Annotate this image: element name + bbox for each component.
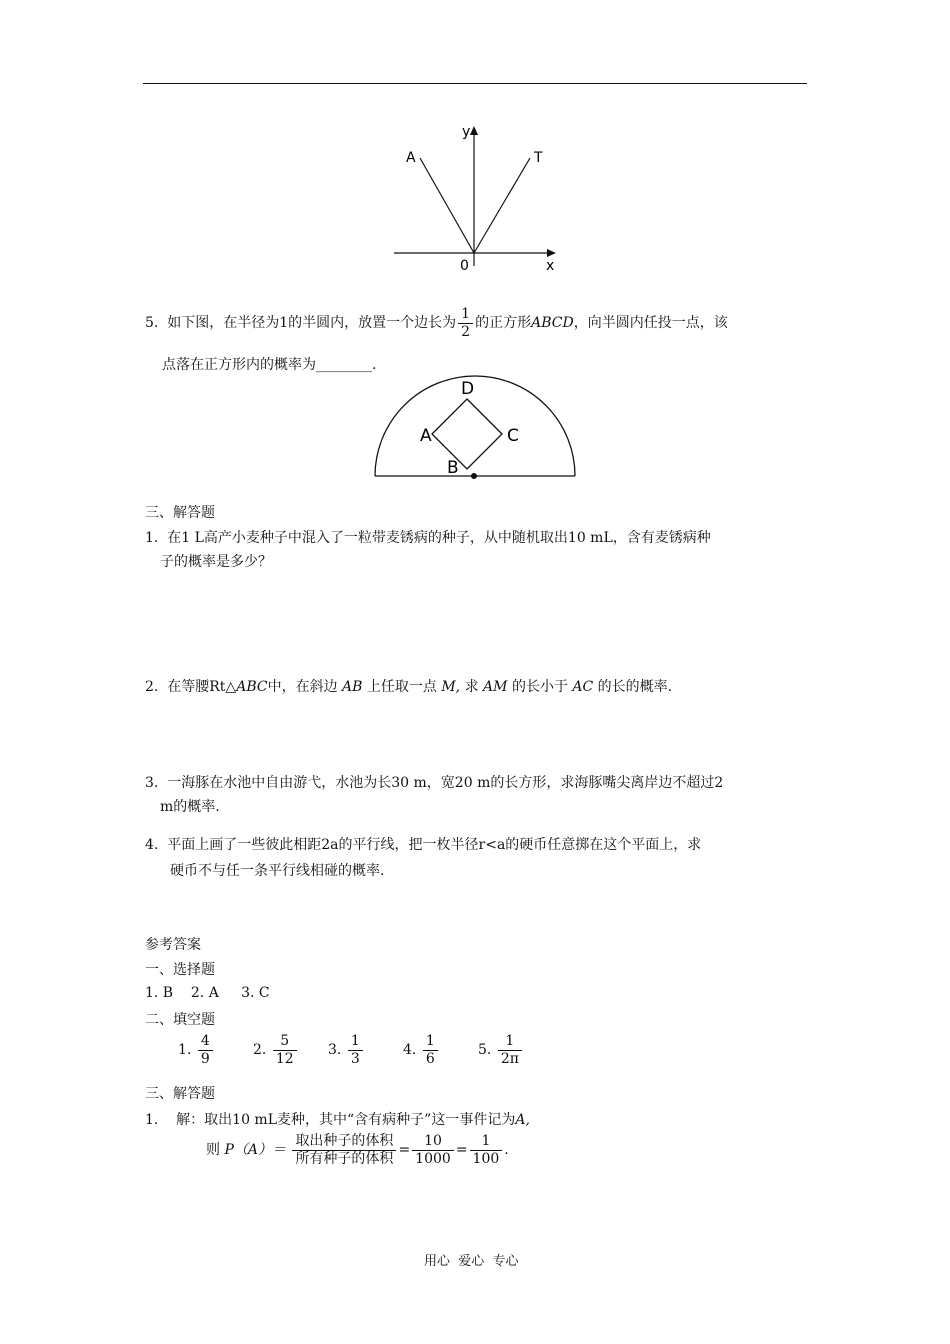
q5-fraction: $\frac{1}{2}$: [458, 307, 473, 339]
label-o: 0: [460, 258, 469, 274]
x-axis-arrow: [547, 249, 556, 257]
label-t: T: [534, 150, 543, 166]
page-footer: 用心 爱心 专心: [424, 1254, 519, 1269]
fill-1: 1. $\frac{4}{9}$: [178, 1034, 215, 1066]
y-axis-arrow: [470, 126, 478, 135]
formula-fraction-3: $\frac{1}{100}$: [470, 1134, 503, 1166]
formula-fraction-2: $\frac{10}{1000}$: [412, 1134, 454, 1166]
answers-sec1: 一、选择题: [145, 962, 215, 978]
problem-4-line2: 硬币不与任一条平行线相碰的概率.: [170, 863, 385, 879]
formula-fraction-1: $\frac{\text{取出种子的体积}}{\text{所有种子的体积}}$: [292, 1134, 396, 1166]
figure-axes-lines: [390, 120, 570, 280]
label-a: A: [420, 426, 432, 446]
problem-2: 2. 在等腰Rt△ABC中，在斜边 AB 上任取一点 M, 求 AM 的长小于 AC 的长的概率.: [145, 679, 673, 695]
figure-semicircle-square: [370, 374, 582, 484]
problem-1-line1: 1. 在1 L高产小麦种子中混入了一粒带麦锈病的种子，从中随机取出10 mL，含有麦锈病种: [145, 530, 711, 546]
solution-1-formula: 则 P（A）＝ $\frac{\text{取出种子的体积}}{\text{所有种子的体积}}$ = $\frac{10}{1000}$ = $\frac{1}{100}$ .: [206, 1133, 509, 1167]
label-x: x: [546, 258, 555, 274]
fill-4: 4. $\frac{1}{6}$: [403, 1034, 440, 1066]
label-c: C: [507, 426, 519, 446]
line-oa: [420, 158, 474, 253]
problem-4-line1: 4. 平面上画了一些彼此相距2a的平行线，把一枚半径r<a的硬币任意掷在这个平面上，求: [145, 837, 702, 853]
problem-3-line1: 3. 一海豚在水池中自由游弋，水池为长30 m，宽20 m的长方形，求海豚嘴尖离岸边不超过2: [145, 775, 724, 791]
label-a: A: [406, 150, 416, 166]
answers-sec2: 二、填空题: [145, 1012, 215, 1028]
label-b: B: [447, 458, 459, 478]
problem-3-line2: m的概率.: [160, 799, 220, 815]
solution-1-line1: 1. 解：取出10 mL麦种，其中“含有病种子”这一事件记为A,: [145, 1112, 530, 1128]
fill-3: 3. $\frac{1}{3}$: [328, 1034, 365, 1066]
line-ot: [474, 158, 530, 253]
header-rule: [143, 83, 807, 84]
answers-title: 参考答案: [145, 937, 201, 953]
label-d: D: [461, 379, 475, 399]
q5-line1: 5. 如下图，在半径为1的半圆内，放置一个边长为 $\frac{1}{2}$ 的正方形ABCD，向半圆内任投一点，该: [145, 306, 728, 340]
fill-2: 2. $\frac{5}{12}$: [253, 1034, 299, 1066]
section-heading: 三、解答题: [145, 505, 215, 521]
answers-sec3: 三、解答题: [145, 1086, 215, 1102]
center-dot: [471, 473, 477, 479]
problem-1-line2: 子的概率是多少？: [160, 554, 272, 570]
square-abcd: [432, 399, 502, 469]
fill-5: 5. $\frac{1}{2\pi}$: [478, 1034, 524, 1066]
answers-choices: 1. B 2. A 3. C: [145, 985, 270, 1001]
q5-line2: 点落在正方形内的概率为________.: [162, 357, 377, 373]
label-y: y: [462, 124, 471, 140]
